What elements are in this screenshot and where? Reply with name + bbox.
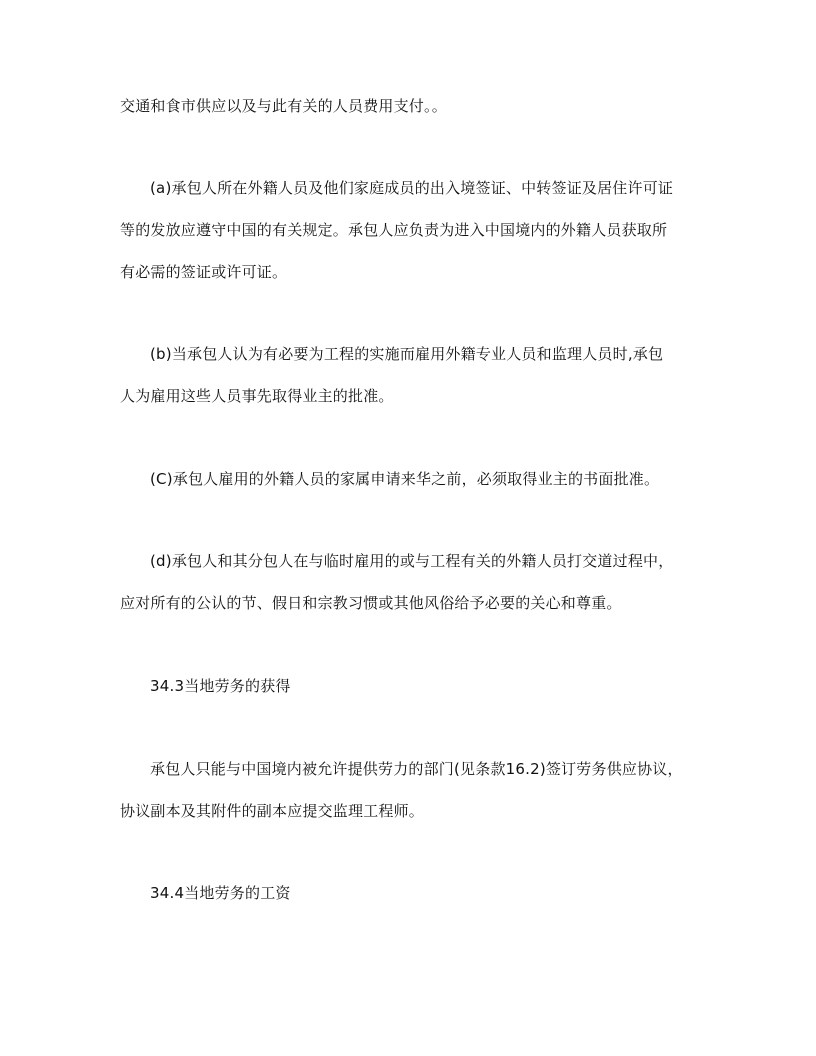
paragraph-line: 等的发放应遵守中国的有关规定。承包人应负责为进入中国境内的外籍人员获取所 <box>120 221 668 239</box>
paragraph-line: 交通和食市供应以及与此有关的人员费用支付。。 <box>120 97 447 115</box>
paragraph-line: 协议副本及其附件的副本应提交监理工程师。 <box>120 802 425 820</box>
paragraph-line: 人为雇用这些人员事先取得业主的批准。 <box>120 387 394 405</box>
section-heading: 34.3当地劳务的获得 <box>150 677 291 695</box>
section-heading: 34.4当地劳务的工资 <box>150 884 291 902</box>
paragraph-line: (b)当承包人认为有必要为工程的实施而雇用外籍专业人员和监理人员时,承包 <box>150 345 664 363</box>
paragraph-line: 有必需的签证或许可证。 <box>120 263 288 281</box>
paragraph-line: (C)承包人雇用的外籍人员的家属申请来华之前，必须取得业主的书面批准。 <box>150 470 660 488</box>
paragraph-line: (a)承包人所在外籍人员及他们家庭成员的出入境签证、中转签证及居住许可证 <box>150 179 674 197</box>
paragraph-line: (d)承包人和其分包人在与临时雇用的或与工程有关的外籍人员打交道过程中， <box>150 552 674 570</box>
paragraph-line: 应对所有的公认的节、假日和宗教习惯或其他风俗给予必要的关心和尊重。 <box>120 594 622 612</box>
paragraph-line: 承包人只能与中国境内被允许提供劳力的部门(见条款16.2)签订劳务供应协议， <box>150 760 683 778</box>
